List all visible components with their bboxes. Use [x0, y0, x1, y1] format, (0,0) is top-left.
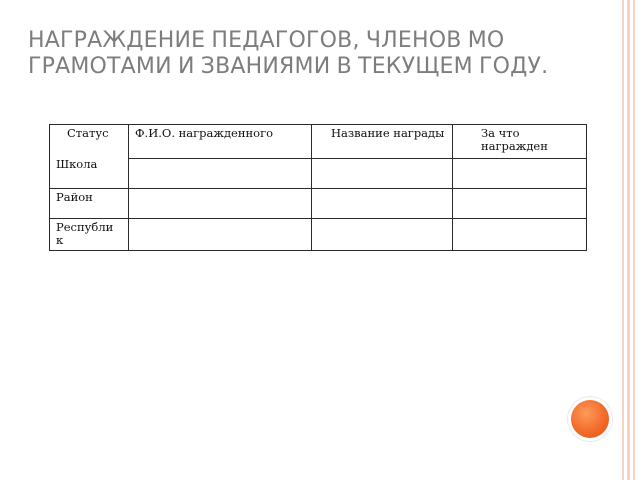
table-cell-fio — [129, 189, 312, 219]
decorative-stripe — [627, 0, 630, 480]
header-fio: Ф.И.О. награжденного — [135, 126, 274, 140]
table-cell-award-name — [312, 189, 453, 219]
header-award-name: Название награды — [331, 126, 445, 140]
decorative-stripe — [622, 0, 624, 480]
table-row — [50, 219, 587, 251]
table-cell-reason — [453, 159, 587, 189]
table-row — [50, 159, 587, 189]
status-header-cell — [50, 125, 129, 189]
decorative-stripe — [633, 0, 635, 480]
header-reason: За что награжден — [481, 126, 548, 153]
header-status: Статус — [67, 126, 109, 140]
table-cell-fio — [129, 159, 312, 189]
table-cell-award-name — [312, 159, 453, 189]
orange-circle-button[interactable] — [571, 400, 609, 438]
row-label-region: Район — [56, 190, 93, 204]
table-cell-reason — [453, 219, 587, 251]
table-cell-status — [50, 219, 129, 251]
table-row — [50, 189, 587, 219]
table-header-row — [50, 125, 587, 159]
table-cell-award-name — [312, 219, 453, 251]
table-cell-status — [50, 189, 129, 219]
table-cell-reason — [453, 189, 587, 219]
row-label-school: Школа — [56, 157, 98, 171]
header-award-name-cell — [312, 125, 453, 159]
row-label-republic: Республик — [56, 220, 114, 247]
header-fio-cell — [129, 125, 312, 159]
header-reason-cell — [453, 125, 587, 159]
table-cell-fio — [129, 219, 312, 251]
awards-table — [49, 124, 587, 251]
slide-title: НАГРАЖДЕНИЕ ПЕДАГОГОВ, ЧЛЕНОВ МО ГРАМОТАМИ И ЗВАНИЯМИ В ТЕКУЩЕМ ГОДУ. — [28, 28, 549, 79]
